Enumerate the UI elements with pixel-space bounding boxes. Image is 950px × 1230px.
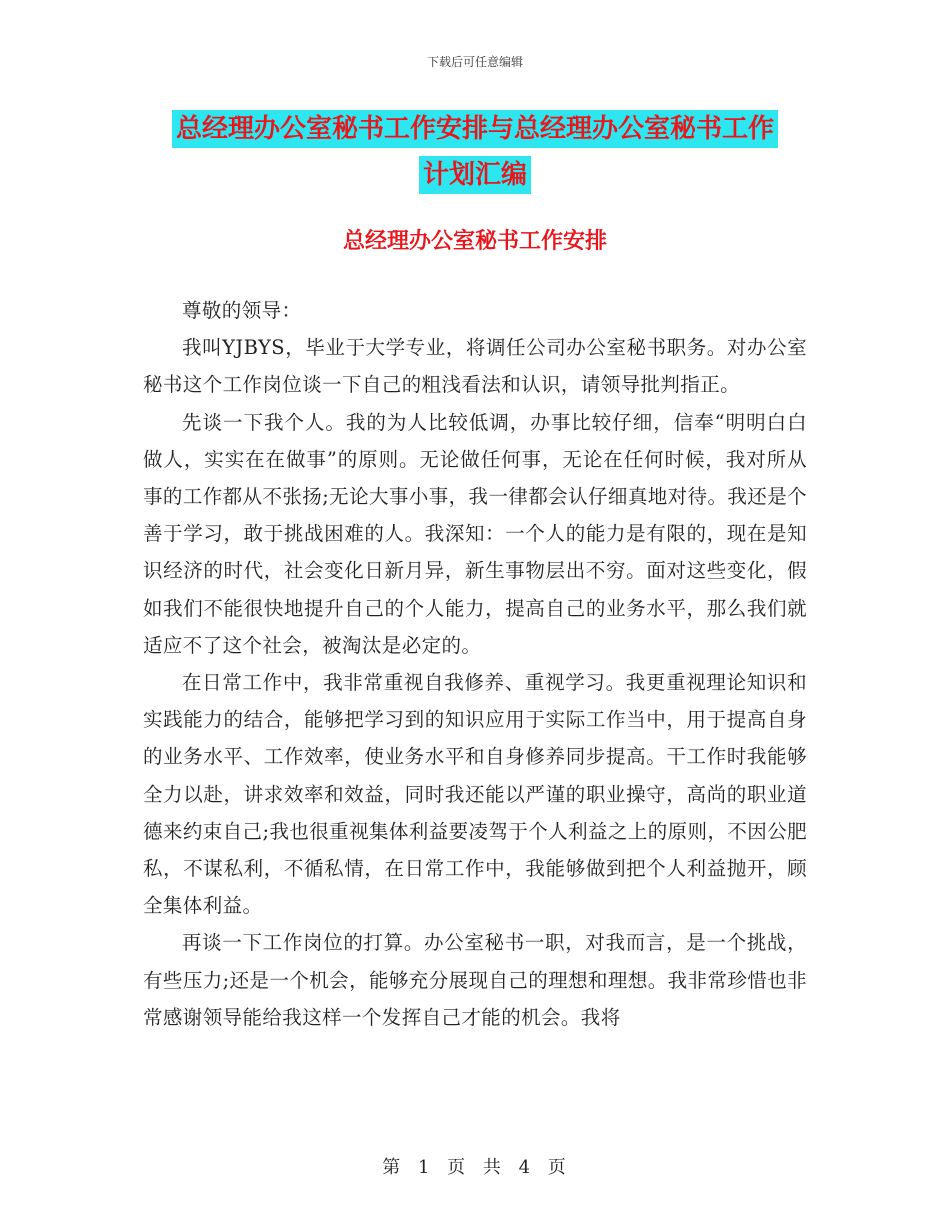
footer-page-label: 第 [382, 1157, 403, 1178]
footer-total-label: 共 [482, 1157, 503, 1178]
title-line-2: 计划汇编 [419, 156, 531, 194]
header-note: 下载后可任意编辑 [426, 55, 523, 69]
paragraph: 先谈一下我个人。我的为人比较低调，办事比较仔细，信奉“明明白白做人，实实在在做事”的原则。无论做任何事，无论在任何时候，我对所从事的工作都从不张扬;无论大事小事，我一律都会认仔细真地对待。我还是个善于学习，敢于挑战困难的人。我深知：一个人的能力是有限的，现在是知识经济的时代，社会变化日新月异，新生事物层出不穷。面对这些变化，假如我们不能很快地提升自己的个人能力，提高自己的业务水平，那么我们就适应不了这个社会，被淘汰是必定的。 [143, 410, 807, 657]
paragraph: 我叫YJBYS，毕业于大学专业，将调任公司办公室秘书职务。对办公室秘书这个工作岗位谈一下自己的粗浅看法和认识，请领导批判指正。 [143, 336, 807, 397]
footer-page-end: 页 [547, 1157, 568, 1178]
title-line-1: 总经理办公室秘书工作安排与总经理办公室秘书工作 [172, 110, 778, 148]
body-text [143, 292, 807, 1036]
page-footer [0, 1153, 950, 1179]
footer-page-current: 1 [417, 1157, 432, 1178]
paragraph: 再谈一下工作岗位的打算。办公室秘书一职，对我而言，是一个挑战，有些压力;还是一个机会，能够充分展现自己的理想和理想。我非常珍惜也非常感谢领导能给我这样一个发挥自己才能的机会。我将 [143, 931, 807, 1029]
document-title [0, 110, 950, 194]
footer-page-total: 4 [518, 1157, 533, 1178]
paragraph: 在日常工作中，我非常重视自我修养、重视学习。我更重视理论知识和实践能力的结合，能够把学习到的知识应用于实际工作当中，用于提高自身的业务水平、工作效率，使业务水平和自身修养同步提高。干工作时我能够全力以赴，讲求效率和效益，同时我还能以严谨的职业操守，高尚的职业道德来约束自己;我也很重视集体利益要凌驾于个人利益之上的原则，不因公肥私，不谋私利，不循私情，在日常工作中，我能够做到把个人利益抛开，顾全集体利益。 [143, 671, 807, 918]
footer-page-mid: 页 [447, 1157, 468, 1178]
paragraph-salutation: 尊敬的领导： [182, 299, 302, 322]
section-heading: 总经理办公室秘书工作安排 [342, 228, 607, 254]
